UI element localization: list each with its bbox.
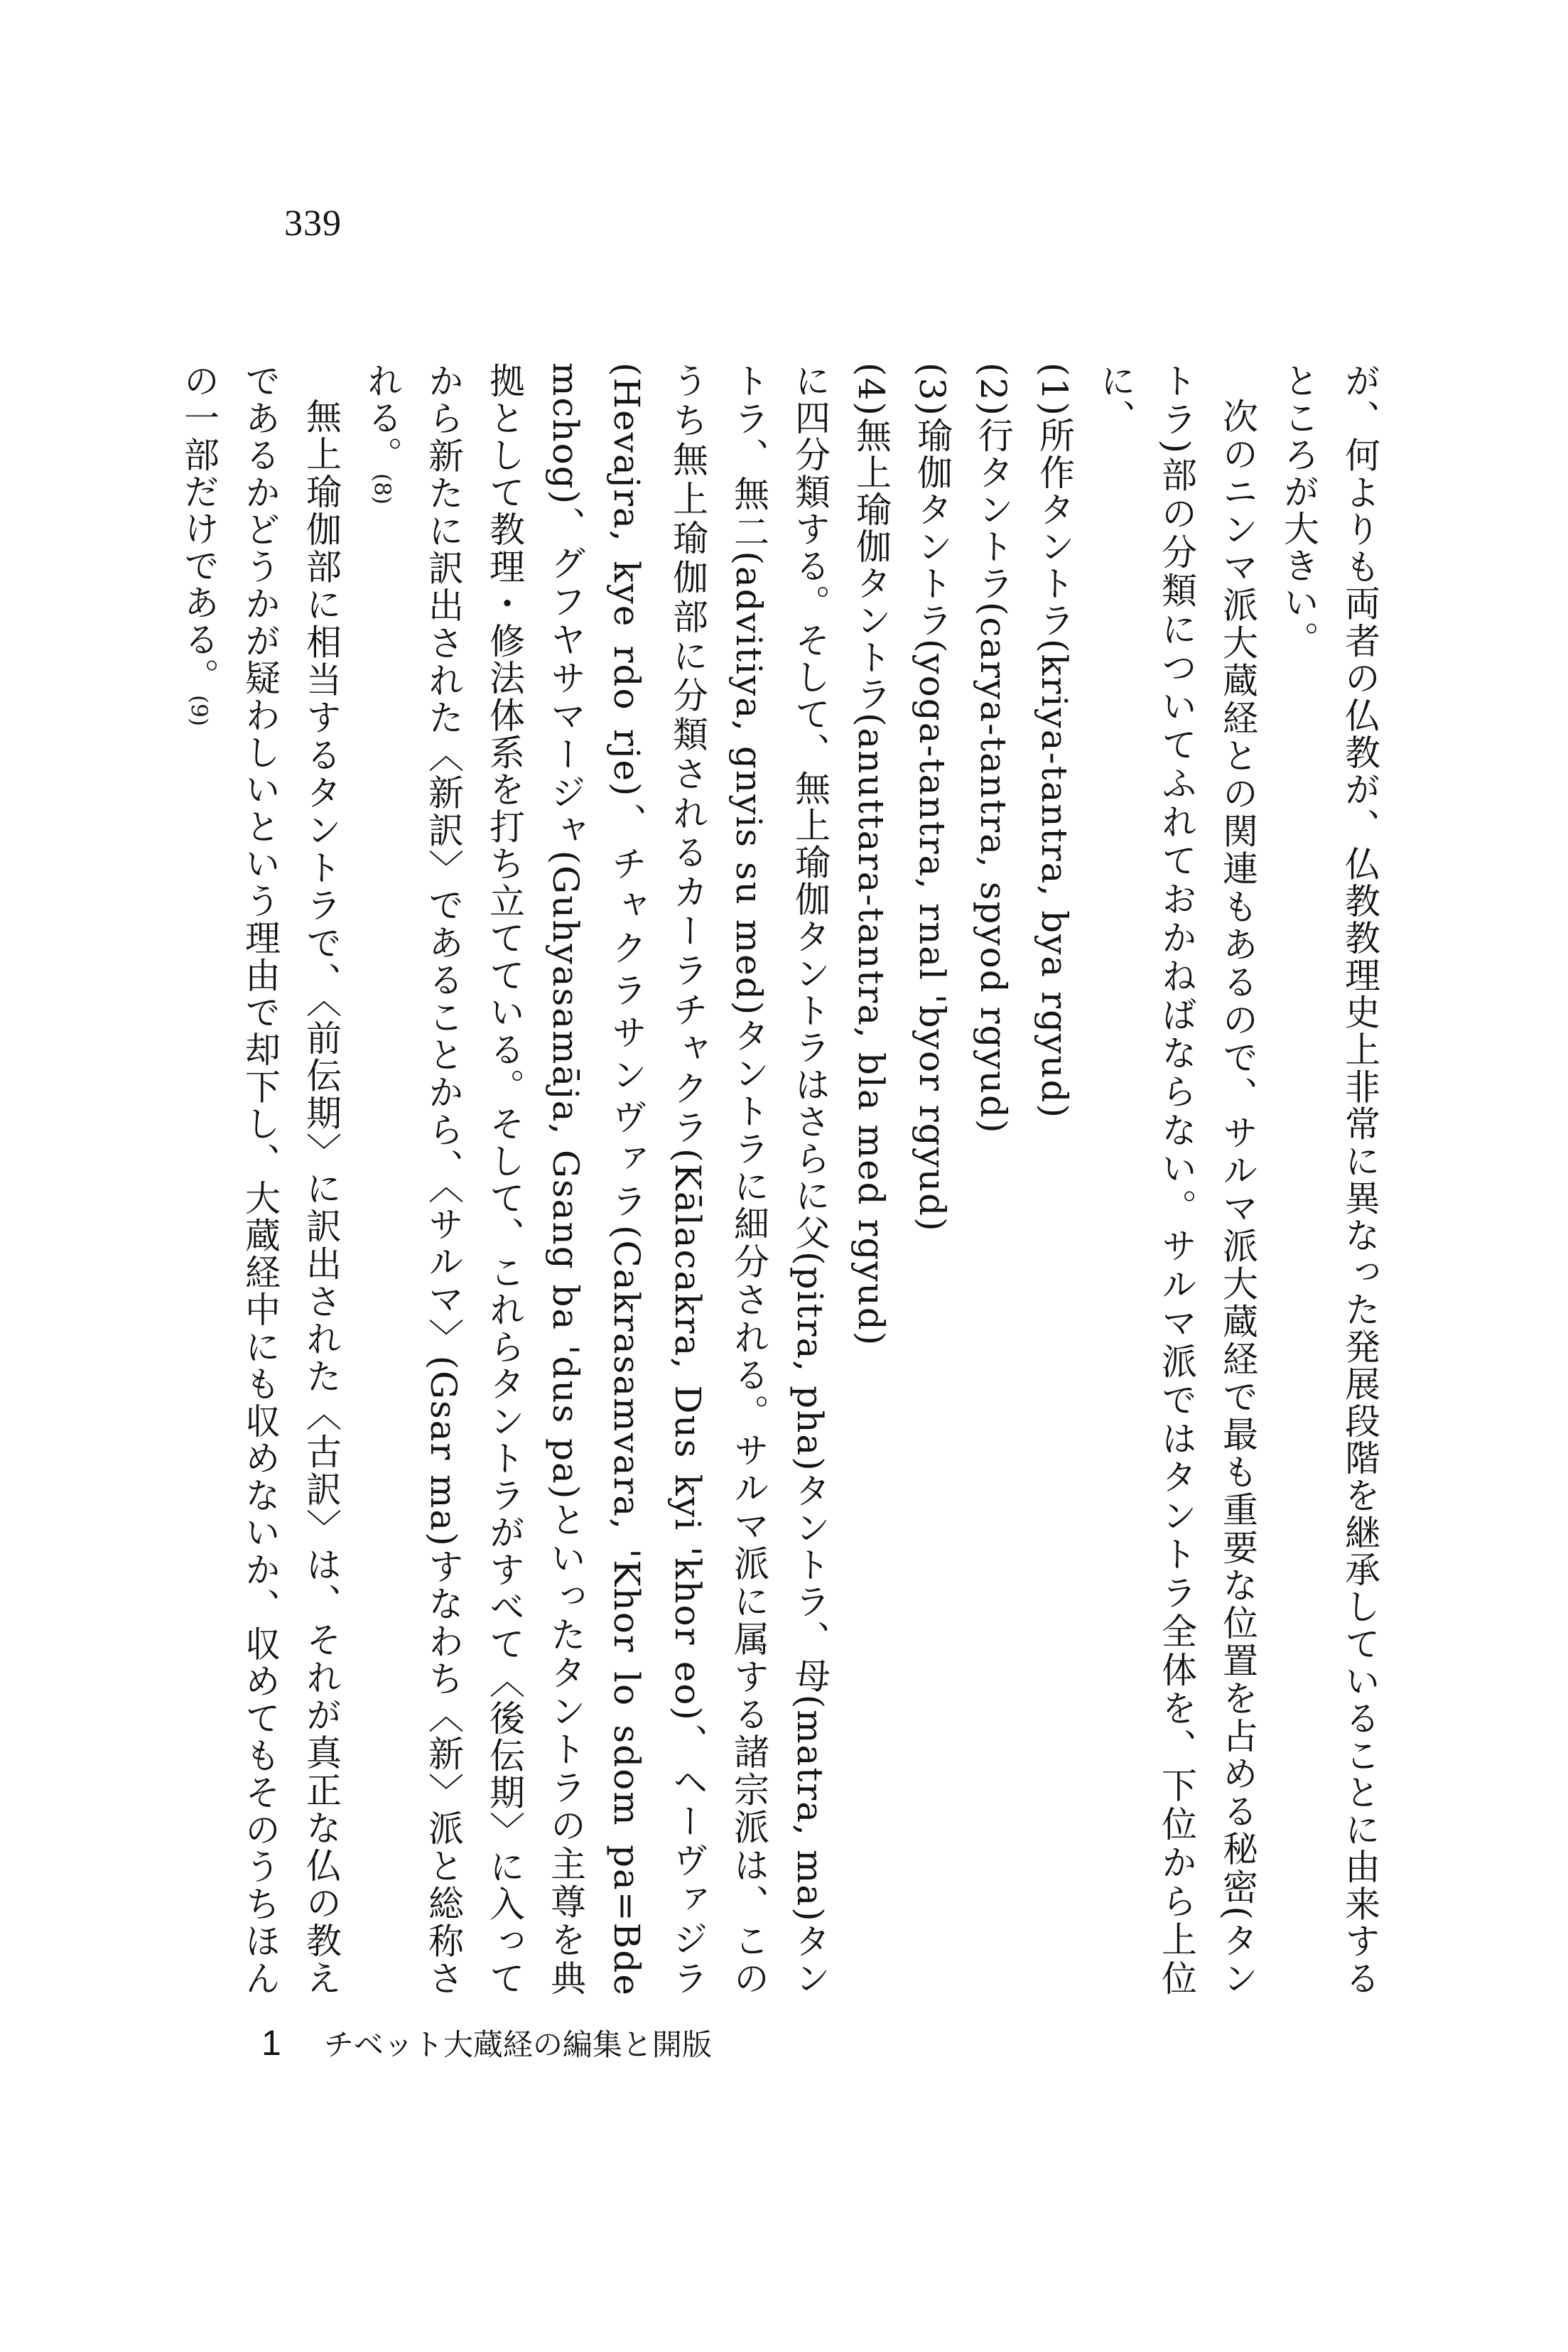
- footnote-marker-8: (8): [369, 473, 395, 505]
- paragraph-continuation: が、何よりも両者の仏教が、仏教教理史上非常に異なった発展段階を継承していることに由来するところが大きい。: [1278, 362, 1380, 1997]
- chapter-number: 1: [261, 2023, 281, 2063]
- list-item-anuttara-tantra: (4)無上瑜伽タントラ(anuttara-tantra, bla med rgyud): [850, 362, 892, 1347]
- list-item-yoga-tantra: (3)瑜伽タントラ(yoga-tantra, rnal 'byor rgyud): [912, 362, 953, 1233]
- running-footer: [261, 2022, 712, 2064]
- list-item-carya-tantra: (2)行タントラ(carya-tantra, spyod rgyud): [973, 362, 1014, 1135]
- body-text: [76, 362, 1390, 1997]
- paragraph-sarma-schools: に四分類する。そして、無上瑜伽タントラはさらに父(pitra, pha)タントラ、母(matra, ma)タントラ、無二(advitiya, gnyis su med)タントラに細分される。サルマ派に属する諸宗派は、このうち無上瑜伽部に分類されるカーラチャクラ(Kālacakra, Dus kyi 'khor eo)、ヘーヴァジラ(Hevajra, kye rdo rje)、チャクラサンヴァラ(Cakrasamvara, 'Khor lo sdom pa=Bde mchog)、グフヤサマージャ(Guhyasamāja, Gsang ba 'dus pa)といったタントラの主尊を典拠として教理・修法体系を打ち立てている。そして、これらタントラがすべて〈後伝期〉に入ってから新たに訳出された〈新訳〉であることから、〈サルマ〉(Gsar ma)すなわち〈新〉派と総称される。(8): [362, 362, 831, 1997]
- chapter-title: チベット大蔵経の編集と開版: [323, 2027, 712, 2062]
- paragraph-tantra-classification: 次のニンマ派大蔵経との関連もあるので、サルマ派大蔵経で最も重要な位置を占める秘密(タントラ)部の分類についてふれておかねばならない。サルマ派ではタントラ全体を、下位から上位に、: [1095, 362, 1258, 1997]
- list-item-kriya-tantra: (1)所作タントラ(kriya-tantra, bya rgyud): [1034, 362, 1075, 1119]
- paragraph-old-translations: 無上瑜伽部に相当するタントラで、〈前伝期〉に訳出された〈古訳〉は、それが真正な仏の教えであるかどうかが疑わしいという理由で却下し、大蔵経中にも収めないか、収めてもそのうちほんの一部だけである。(9): [178, 362, 342, 1997]
- page-number: 339: [284, 203, 342, 244]
- footnote-marker-9: (9): [186, 695, 212, 726]
